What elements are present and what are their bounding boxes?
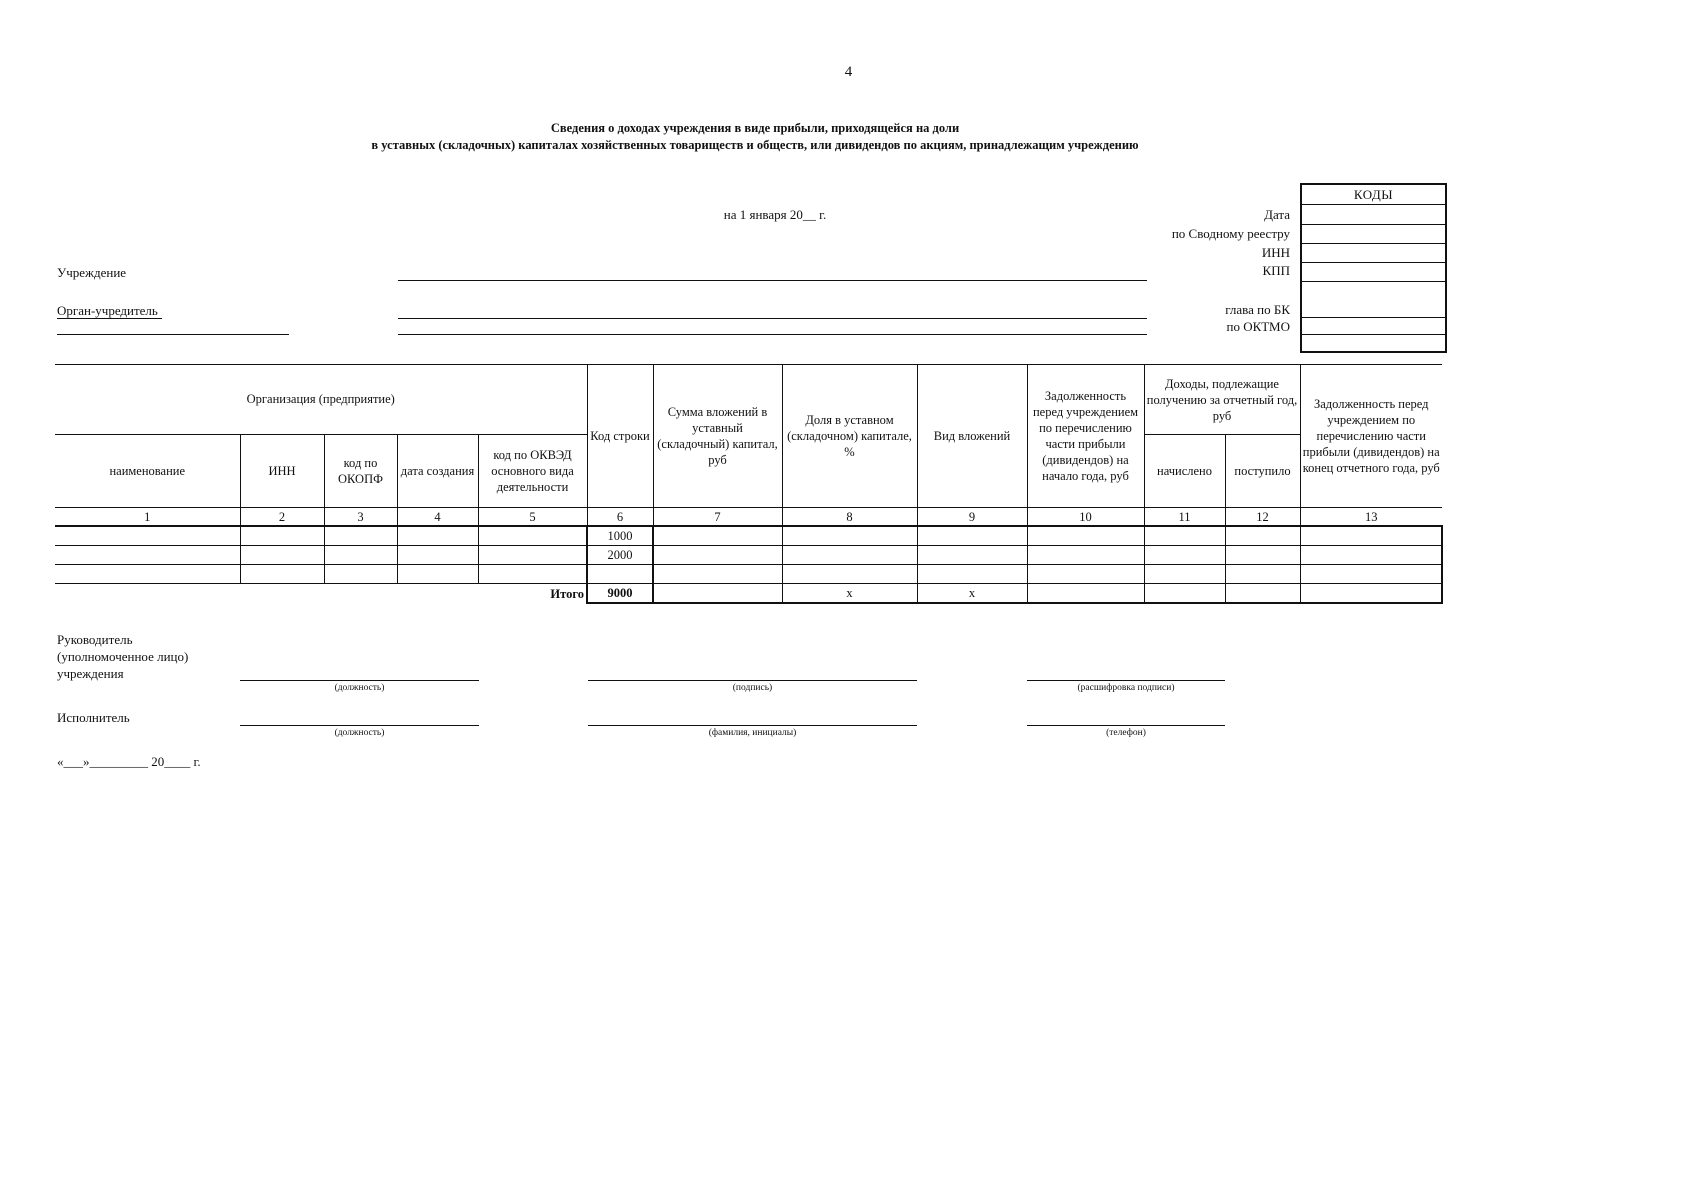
header-line-code: Код строки: [587, 365, 653, 508]
table-row: [55, 526, 1442, 546]
header-okved: код по ОКВЭД основного вида деятельности: [478, 435, 587, 508]
cell[interactable]: [1027, 546, 1144, 565]
col-number: 2: [240, 508, 324, 527]
cell[interactable]: [1300, 565, 1442, 584]
header-organization: Организация (предприятие): [55, 365, 587, 435]
cell[interactable]: [240, 546, 324, 565]
header-accrued: начислено: [1144, 435, 1225, 508]
cell[interactable]: [397, 565, 478, 584]
table-row: [55, 565, 1442, 584]
founder-field-2a[interactable]: [57, 334, 289, 335]
col-number: 7: [653, 508, 782, 527]
founder-label: Орган-учредитель: [57, 303, 158, 318]
cell[interactable]: [1225, 565, 1300, 584]
cell[interactable]: [1027, 565, 1144, 584]
label-bk: глава по БК: [1225, 302, 1290, 317]
col-number: 13: [1300, 508, 1442, 527]
form-title-line2: в уставных (складочных) капиталах хозяйственных товариществ и обществ, или дивидендов по акциям, принадлежащим учреждению: [371, 138, 1139, 152]
cell[interactable]: [397, 526, 478, 546]
head-decode-field[interactable]: [1027, 680, 1225, 681]
col-number: 12: [1225, 508, 1300, 527]
codes-box: [1300, 183, 1447, 353]
executor-name-field[interactable]: [588, 725, 917, 726]
cell[interactable]: [55, 526, 240, 546]
total-share-x: x: [782, 584, 917, 604]
total-debt-end[interactable]: [1300, 584, 1442, 604]
code-cell-inn[interactable]: [1302, 243, 1445, 262]
cell[interactable]: [1225, 546, 1300, 565]
report-date: на 1 января 20__ г.: [723, 207, 827, 222]
cell[interactable]: [478, 526, 587, 546]
column-numbers-row: [55, 508, 1442, 527]
head-label: [57, 631, 188, 682]
footer-date[interactable]: «___»_________ 20____ г.: [57, 754, 201, 769]
cell[interactable]: [653, 526, 782, 546]
header-investment-kind: Вид вложений: [917, 365, 1027, 508]
header-okopf: код по ОКОПФ: [324, 435, 397, 508]
cell[interactable]: [55, 565, 240, 584]
total-kind-x: x: [917, 584, 1027, 604]
founder-field[interactable]: [398, 318, 1147, 319]
cell[interactable]: [653, 546, 782, 565]
cell[interactable]: [782, 546, 917, 565]
code-cell-date[interactable]: [1302, 204, 1445, 224]
header-income: Доходы, подлежащие получению за отчетный год, руб: [1144, 365, 1300, 435]
row-code: 2000: [587, 546, 653, 565]
institution-field[interactable]: [398, 280, 1147, 281]
label-registry: по Сводному реестру: [1171, 226, 1290, 241]
cell[interactable]: [1300, 546, 1442, 565]
cell[interactable]: [1144, 526, 1225, 546]
col-number: 4: [397, 508, 478, 527]
col-number: 3: [324, 508, 397, 527]
label-kpp: КПП: [1262, 263, 1290, 278]
head-label-line1: Руководитель: [57, 632, 133, 647]
cell[interactable]: [397, 546, 478, 565]
total-debt-start[interactable]: [1027, 584, 1144, 604]
cell[interactable]: [1144, 546, 1225, 565]
col-number: 9: [917, 508, 1027, 527]
header-inn: ИНН: [240, 435, 324, 508]
head-decode-caption: (расшифровка подписи): [1077, 683, 1175, 693]
header-debt-start: Задолженность перед учреждением по перечислению части прибыли (дивидендов) на начало года, руб: [1027, 365, 1144, 508]
label-oktmo: по ОКТМО: [1226, 319, 1290, 334]
code-cell-extra[interactable]: [1302, 334, 1445, 351]
executor-position-caption: (должность): [334, 728, 385, 738]
total-sum[interactable]: [653, 584, 782, 604]
header-name: наименование: [55, 435, 240, 508]
cell[interactable]: [1027, 526, 1144, 546]
head-position-field[interactable]: [240, 680, 479, 681]
head-label-line2: (уполномоченное лицо): [57, 649, 189, 664]
cell[interactable]: [917, 546, 1027, 565]
total-accrued[interactable]: [1144, 584, 1225, 604]
total-received[interactable]: [1225, 584, 1300, 604]
cell[interactable]: [1300, 526, 1442, 546]
header-received: поступило: [1225, 435, 1300, 508]
col-number: 5: [478, 508, 587, 527]
header-debt-end: Задолженность перед учреждением по перечислению части прибыли (дивидендов) на конец отчетного года, руб: [1300, 365, 1442, 508]
cell[interactable]: [917, 526, 1027, 546]
cell[interactable]: [917, 565, 1027, 584]
code-cell-bk[interactable]: [1302, 281, 1445, 317]
head-position-caption: (должность): [334, 683, 385, 693]
cell[interactable]: [324, 546, 397, 565]
row-code: [587, 565, 653, 584]
cell[interactable]: [240, 526, 324, 546]
executor-position-field[interactable]: [240, 725, 479, 726]
cell[interactable]: [478, 546, 587, 565]
codes-header: КОДЫ: [1353, 187, 1394, 202]
cell[interactable]: [478, 565, 587, 584]
col-number: 1: [55, 508, 240, 527]
code-cell-registry[interactable]: [1302, 224, 1445, 243]
code-cell-oktmo[interactable]: [1302, 317, 1445, 334]
code-cell-kpp[interactable]: [1302, 262, 1445, 281]
cell[interactable]: [240, 565, 324, 584]
header-share: Доля в уставном (складочном) капитале, %: [782, 365, 917, 508]
cell[interactable]: [782, 526, 917, 546]
header-created: дата создания: [397, 435, 478, 508]
cell[interactable]: [653, 565, 782, 584]
label-date: Дата: [1264, 207, 1290, 222]
executor-name-caption: (фамилия, инициалы): [708, 728, 797, 738]
total-label: Итого: [55, 584, 587, 604]
head-signature-caption: (подпись): [732, 683, 773, 693]
col-number: 10: [1027, 508, 1144, 527]
total-code: 9000: [587, 584, 653, 604]
col-number: 11: [1144, 508, 1225, 527]
col-number: 8: [782, 508, 917, 527]
total-row: [55, 584, 1442, 604]
col-number: 6: [587, 508, 653, 527]
row-code: 1000: [587, 526, 653, 546]
label-inn: ИНН: [1261, 245, 1290, 260]
table-row: [55, 546, 1442, 565]
cell[interactable]: [55, 546, 240, 565]
cell[interactable]: [782, 565, 917, 584]
executor-phone-field[interactable]: [1027, 725, 1225, 726]
head-label-line3: учреждения: [57, 666, 124, 681]
head-signature-field[interactable]: [588, 680, 917, 681]
page-number: 4: [844, 64, 853, 80]
income-table: [55, 364, 1443, 604]
cell[interactable]: [1144, 565, 1225, 584]
cell[interactable]: [324, 526, 397, 546]
form-title-line1: Сведения о доходах учреждения в виде прибыли, приходящейся на доли: [550, 121, 960, 135]
cell[interactable]: [324, 565, 397, 584]
founder-label-underline: [57, 318, 162, 319]
executor-phone-caption: (телефон): [1106, 728, 1146, 738]
executor-label: Исполнитель: [57, 710, 130, 725]
header-investment-sum: Сумма вложений в уставный (складочный) капитал, руб: [653, 365, 782, 508]
cell[interactable]: [1225, 526, 1300, 546]
founder-field-2b[interactable]: [398, 334, 1147, 335]
institution-label: Учреждение: [57, 265, 127, 280]
